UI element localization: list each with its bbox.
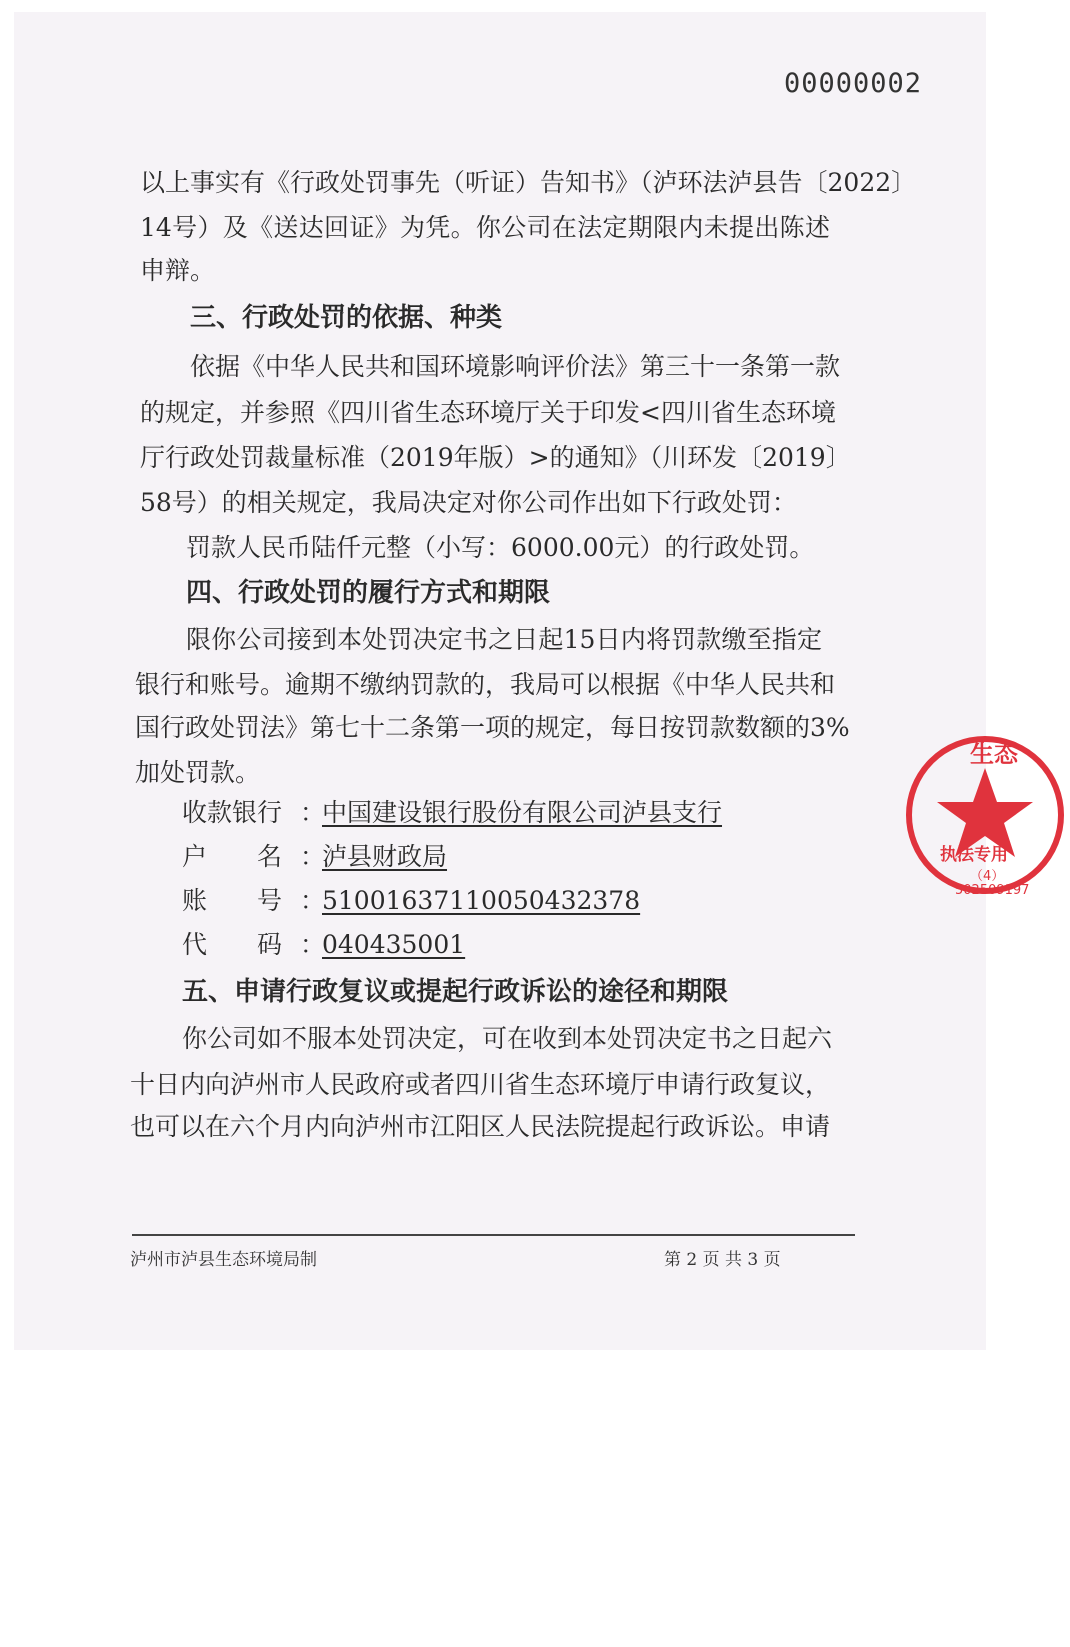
- body-line: 58号）的相关规定，我局决定对你公司作出如下行政处罚：: [140, 488, 797, 517]
- seal-text-top: 生态: [970, 740, 1018, 768]
- body-line: 厅行政处罚裁量标准（2019年版）>的通知》（川环发〔2019〕: [140, 443, 851, 472]
- document-number: 00000002: [783, 68, 922, 99]
- body-line: 14号）及《送达回证》为凭。你公司在法定期限内未提出陈述: [140, 213, 830, 242]
- seal-number: （4）: [970, 869, 1005, 884]
- section-heading: 四、行政处罚的履行方式和期限: [186, 578, 551, 608]
- code-row: [182, 930, 465, 960]
- body-line: 申辩。: [140, 256, 216, 285]
- bank-row: [182, 798, 722, 828]
- body-line: 国行政处罚法》第七十二条第一项的规定，每日按罚款数额的3%: [135, 713, 850, 742]
- section-heading: 三、行政处罚的依据、种类: [190, 303, 503, 333]
- body-line: 以上事实有《行政处罚事先（听证）告知书》（泸环法泸县告〔2022〕: [140, 168, 917, 197]
- section-heading: 五、申请行政复议或提起行政诉讼的途径和期限: [182, 977, 729, 1007]
- body-line: 限你公司接到本处罚决定书之日起15日内将罚款缴至指定: [186, 625, 822, 654]
- code-value: 040435001: [322, 930, 466, 959]
- penalty-line: 罚款人民币陆仟元整（小写：6000.00元）的行政处罚。: [186, 533, 815, 562]
- seal-graphic: [900, 730, 1070, 900]
- seal-text-bottom: 执法专用: [940, 845, 1008, 865]
- body-line: 的规定，并参照《四川省生态环境厅关于印发<四川省生态环境: [140, 398, 836, 427]
- colon: ：: [300, 842, 326, 871]
- colon: ：: [300, 930, 326, 959]
- colon: ：: [300, 798, 326, 827]
- bank-value: 中国建设银行股份有限公司泸县支行: [322, 798, 723, 827]
- account-name-row: [182, 842, 447, 872]
- body-line: 银行和账号。逾期不缴纳罚款的，我局可以根据《中华人民共和: [135, 670, 836, 699]
- star-icon: [937, 768, 1033, 857]
- seal-code: 502509197: [955, 883, 1030, 898]
- body-line: 依据《中华人民共和国环境影响评价法》第三十一条第一款: [190, 352, 841, 381]
- body-line: 十日内向泸州市人民政府或者四川省生态环境厅申请行政复议，: [130, 1070, 831, 1099]
- account-name-label: 户 名: [182, 842, 283, 871]
- official-seal: [900, 730, 1070, 900]
- account-name-value: 泸县财政局: [322, 842, 448, 871]
- footer-issuer: 泸州市泸县生态环境局制: [130, 1250, 317, 1270]
- code-label: 代 码: [182, 930, 283, 959]
- body-line: 加处罚款。: [135, 758, 261, 787]
- bank-label: 收款银行: [182, 798, 283, 827]
- footer-divider: [132, 1234, 855, 1236]
- body-line: 也可以在六个月内向泸州市江阳区人民法院提起行政诉讼。申请: [130, 1112, 831, 1141]
- account-number-label: 账 号: [182, 886, 283, 915]
- account-number-value: 51001637110050432378: [322, 886, 641, 915]
- body-line: 你公司如不服本处罚决定，可在收到本处罚决定书之日起六: [182, 1024, 833, 1053]
- footer-page-info: 第 2 页 共 3 页: [664, 1250, 781, 1270]
- account-number-row: [182, 886, 640, 916]
- colon: ：: [300, 886, 326, 915]
